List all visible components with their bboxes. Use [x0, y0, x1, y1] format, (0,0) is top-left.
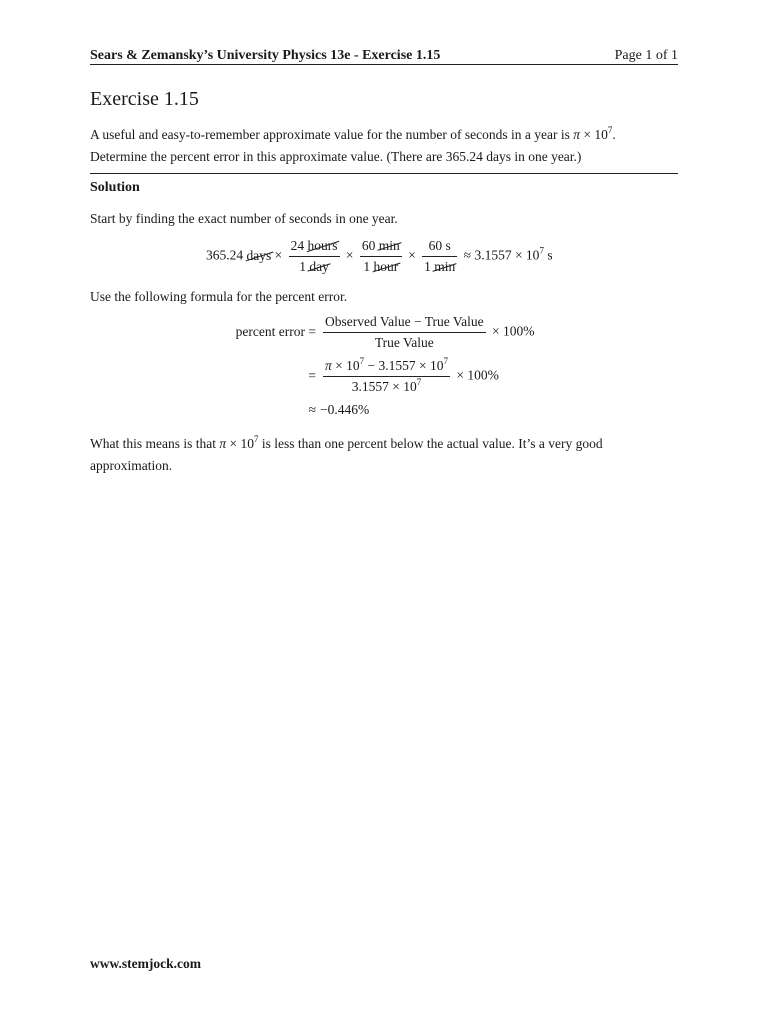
solution-rule — [90, 173, 678, 174]
footer-url: www.stemjock.com — [90, 956, 201, 971]
seconds-unit: s — [543, 247, 553, 263]
fraction-numerator: 60 s — [422, 238, 457, 257]
numerator-term: × 10 — [331, 358, 360, 373]
min-unit-cancelled: min — [434, 259, 456, 274]
approx-sign: ≈ — [308, 402, 316, 417]
fraction-denominator: 1 — [299, 259, 306, 274]
header-title: Sears & Zemansky’s University Physics 13e - Exercise 1.15 — [90, 48, 441, 63]
conversion-result: ≈ 3.1557 × 10 — [463, 247, 540, 263]
exponent: 7 — [539, 245, 544, 256]
day-unit-cancelled: day — [309, 259, 329, 274]
pi-symbol: π — [573, 127, 580, 142]
exercise-title: Exercise 1.15 — [90, 88, 199, 110]
formula-fraction — [323, 314, 486, 351]
hour-unit-cancelled: hour — [373, 259, 399, 274]
conclusion-text-b: is less than one percent below the actual value. It’s a very good approximation. — [90, 436, 603, 473]
pi-symbol: π — [325, 358, 332, 373]
days-value: 365.24 — [206, 247, 244, 263]
times-sign: × — [274, 247, 283, 263]
fraction-numerator: 60 — [361, 238, 376, 253]
times-ten: × 10 — [226, 436, 254, 451]
problem-text-b: . — [612, 127, 616, 142]
exponent: 7 — [254, 434, 259, 444]
fraction-denominator: 1 — [363, 259, 371, 274]
hours-per-day-fraction — [289, 238, 340, 275]
numerator-term: − 3.1557 × 10 — [364, 358, 444, 373]
page-header — [90, 42, 678, 64]
conclusion-text — [90, 433, 680, 477]
problem-statement — [90, 124, 680, 168]
seconds-per-minute-fraction — [422, 238, 457, 275]
times-sign: × — [345, 247, 354, 263]
exponent: 7 — [359, 356, 365, 366]
exponent: 7 — [443, 356, 448, 366]
solution-intro: Start by finding the exact number of seconds in one year. — [90, 211, 398, 226]
exponent: 7 — [607, 125, 613, 135]
equals-sign: = — [308, 367, 316, 383]
hours-unit-cancelled: hours — [307, 238, 338, 253]
conversion-equation — [206, 238, 553, 275]
percent-factor: × 100% — [491, 323, 535, 339]
fraction-numerator: 24 — [290, 238, 305, 253]
equation-lhs: percent error = — [235, 323, 316, 339]
denominator-term: 3.1557 × 10 — [351, 379, 417, 394]
problem-text-line2: Determine the percent error in this approximate value. (There are 365.24 days in one year.) — [90, 149, 582, 164]
solution-heading: Solution — [90, 180, 140, 195]
exponent: 7 — [416, 377, 422, 387]
conclusion-text-a: What this means is that — [90, 436, 220, 451]
fraction-denominator: 1 — [424, 259, 431, 274]
percent-error-formula — [222, 314, 534, 351]
times-ten: × 10 — [579, 127, 608, 142]
percent-factor: × 100% — [456, 367, 499, 383]
minutes-per-hour-fraction — [360, 238, 402, 275]
fraction-denominator: True Value — [374, 335, 434, 350]
page-number: Page 1 of 1 — [614, 48, 678, 63]
header-rule — [90, 64, 678, 65]
problem-text-a: A useful and easy-to-remember approximate value for the number of seconds in a year is — [90, 127, 574, 142]
times-sign: × — [408, 247, 416, 263]
pi-symbol: π — [219, 436, 227, 451]
min-unit-cancelled: min — [378, 238, 400, 253]
percent-error-value: −0.446% — [320, 402, 370, 417]
final-result — [222, 402, 369, 418]
formula-intro: Use the following formula for the percent error. — [90, 289, 348, 304]
fraction-numerator: Observed Value − True Value — [323, 314, 486, 333]
substituted-formula — [222, 358, 499, 395]
days-unit-cancelled: days — [246, 247, 272, 263]
substituted-fraction — [323, 358, 450, 395]
